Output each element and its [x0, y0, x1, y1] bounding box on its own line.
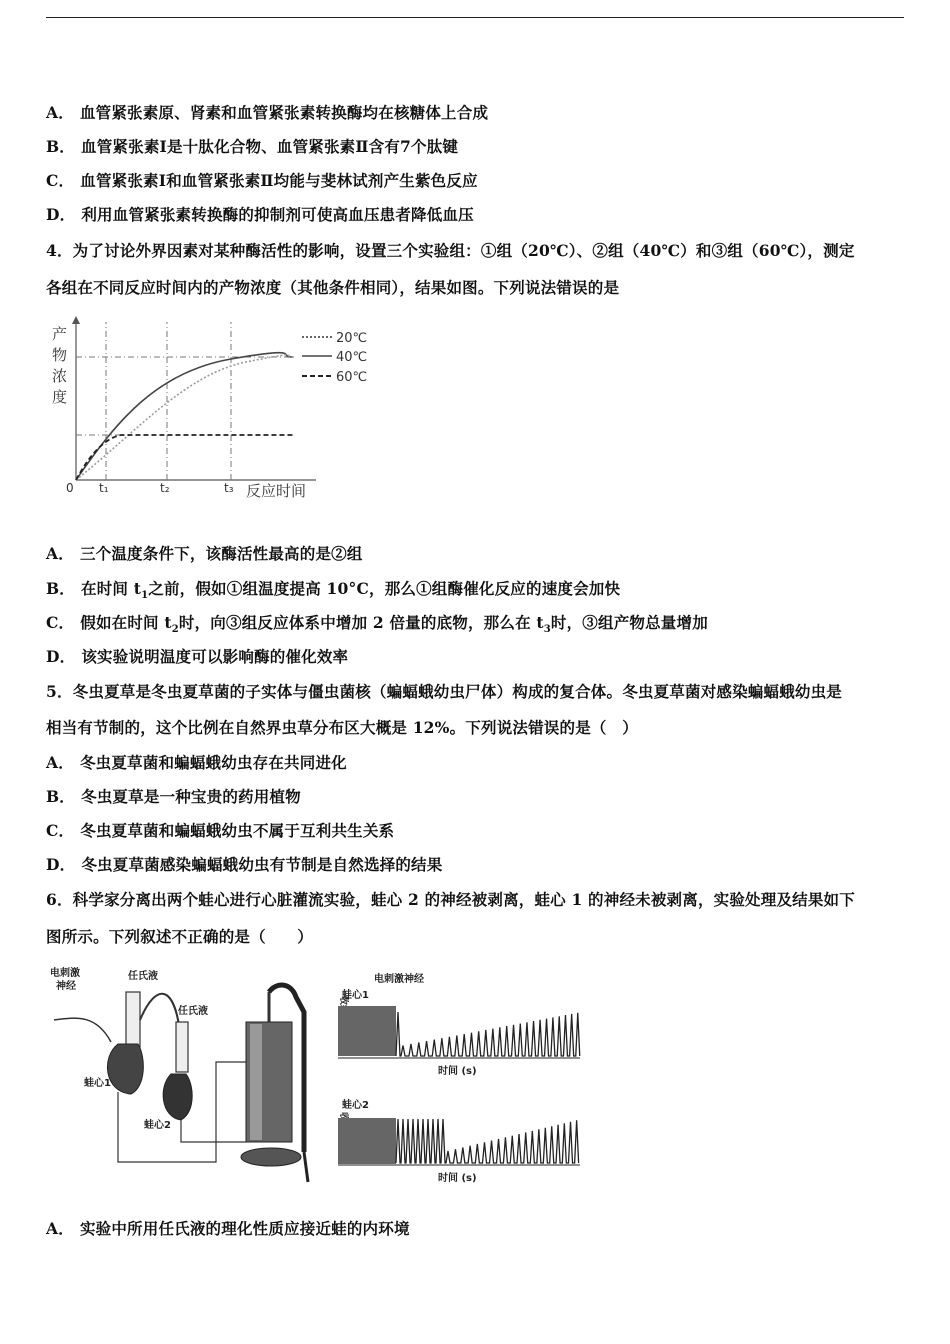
cannula-1 [126, 992, 140, 1047]
curve-40c [76, 353, 293, 480]
origin-label: 0 [66, 481, 74, 495]
ringer-label-2: 任氏液 [178, 1006, 208, 1017]
curve-60c [76, 435, 293, 480]
tick-t2: t₂ [160, 481, 170, 495]
graph1-trace-line [396, 1012, 580, 1056]
graph2-trace [338, 1118, 579, 1164]
tick-t3: t₃ [224, 481, 234, 495]
tube [140, 994, 181, 1042]
q6-frog-heart-figure [46, 962, 596, 1192]
q5-option-d: D． 冬虫夏草菌感染蝙蝠蛾幼虫有节制是自然选择的结果 [46, 855, 443, 874]
header-rule [46, 17, 904, 18]
q4-stem-line1: 4．为了讨论外界因素对某种酶活性的影响，设置三个实验组：①组（20℃）、②组（40℃）和③组（60℃），测定 [46, 241, 855, 260]
q6-stem-line1: 6．科学家分离出两个蛙心进行心脏灌流实验，蛙心 2 的神经被剥离，蛙心 1 的神经未被剥离，实验处理及结果如下 [46, 890, 855, 909]
wire-2 [181, 1120, 246, 1142]
graph2-trace-line [396, 1119, 579, 1163]
legend-20c: 20℃ [336, 331, 368, 346]
base [241, 1148, 301, 1166]
legend-40c: 40℃ [336, 350, 368, 365]
q3-option-b: B． 血管紧张素Ⅰ是十肽化合物、血管紧张素Ⅱ含有7个肽键 [46, 137, 459, 156]
q4-option-d: D． 该实验说明温度可以影响酶的催化效率 [46, 647, 349, 666]
heart2 [163, 1074, 192, 1120]
q5-option-c: C． 冬虫夏草菌和蝙蝠蛾幼虫不属于互利共生关系 [46, 821, 395, 840]
q4-enzyme-chart [46, 312, 386, 512]
graph2-title: 蛙心2 [342, 1100, 369, 1111]
y-label-1: 产 [52, 325, 68, 343]
cannula-2 [176, 1022, 188, 1072]
q3-option-a: A． 血管紧张素原、肾素和血管紧张素转换酶均在核糖体上合成 [46, 103, 489, 122]
heart2-label: 蛙心2 [144, 1120, 171, 1131]
q6-option-a: A． 实验中所用任氏液的理化性质应接近蛙的内环境 [46, 1219, 410, 1238]
legend-60c: 60℃ [336, 370, 368, 385]
q4-option-a: A． 三个温度条件下，该酶活性最高的是②组 [46, 544, 363, 563]
graph1-dense-region [338, 1006, 396, 1056]
q5-stem-line2: 相当有节制的，这个比例在自然界虫草分布区大概是 12%。下列说法错误的是（ ） [46, 718, 638, 737]
q5-option-b: B． 冬虫夏草是一种宝贵的药用植物 [46, 787, 301, 806]
graph1-xlabel: 时间 (s) [438, 1066, 477, 1077]
stim-label-2: 神经 [56, 981, 76, 992]
q6-stem-line2: 图所示。下列叙述不正确的是（ ） [46, 927, 313, 946]
stim-label-1: 电刺激 [50, 968, 80, 979]
graph2-dense-region [338, 1118, 396, 1164]
graph2-xlabel: 时间 (s) [438, 1173, 477, 1184]
q5-stem-line1: 5．冬虫夏草是冬虫夏草菌的子实体与僵虫菌核（蝙蝠蛾幼虫尸体）构成的复合体。冬虫夏草菌对感染蝙蝠蛾幼虫是 [46, 682, 842, 701]
ringer-label-1: 任氏液 [128, 971, 158, 982]
y-label-2: 物 [52, 346, 68, 364]
heart1 [107, 1044, 143, 1094]
q3-option-c: C． 血管紧张素Ⅰ和血管紧张素Ⅱ均能与斐林试剂产生紫色反应 [46, 171, 478, 190]
q5-option-a: A． 冬虫夏草菌和蝙蝠蛾幼虫存在共同进化 [46, 753, 347, 772]
q3-option-d: D． 利用血管紧张素转换酶的抑制剂可使高血压患者降低血压 [46, 205, 474, 224]
y-label-3: 浓 [52, 367, 68, 385]
graph1-title: 蛙心1 [342, 990, 369, 1001]
graph1-trace [338, 1006, 580, 1056]
stim-nerve-label: 电刺激神经 [374, 974, 424, 985]
q4-option-c: C． 假如在时间 $t_2$时，向③组反应体系中增加 2 倍量的底物，那么在 $t_3$时，③组产物总量增加 [46, 613, 708, 636]
y-label-4: 度 [52, 388, 68, 406]
stand-leg [304, 1152, 308, 1182]
y-axis-arrow [72, 316, 80, 324]
drum-highlight [250, 1024, 262, 1140]
q4-option-b: B． 在时间 $t_1$之前，假如①组温度提高 10°C，那么①组酶催化反应的速度会加快 [46, 579, 621, 602]
x-label: 反应时间 [246, 482, 307, 500]
nerve [54, 1018, 111, 1042]
q4-stem-line2: 各组在不同反应时间内的产物浓度（其他条件相同），结果如图。下列说法错误的是 [46, 278, 620, 297]
tick-t1: t₁ [99, 481, 109, 495]
heart1-label: 蛙心1 [84, 1078, 111, 1089]
